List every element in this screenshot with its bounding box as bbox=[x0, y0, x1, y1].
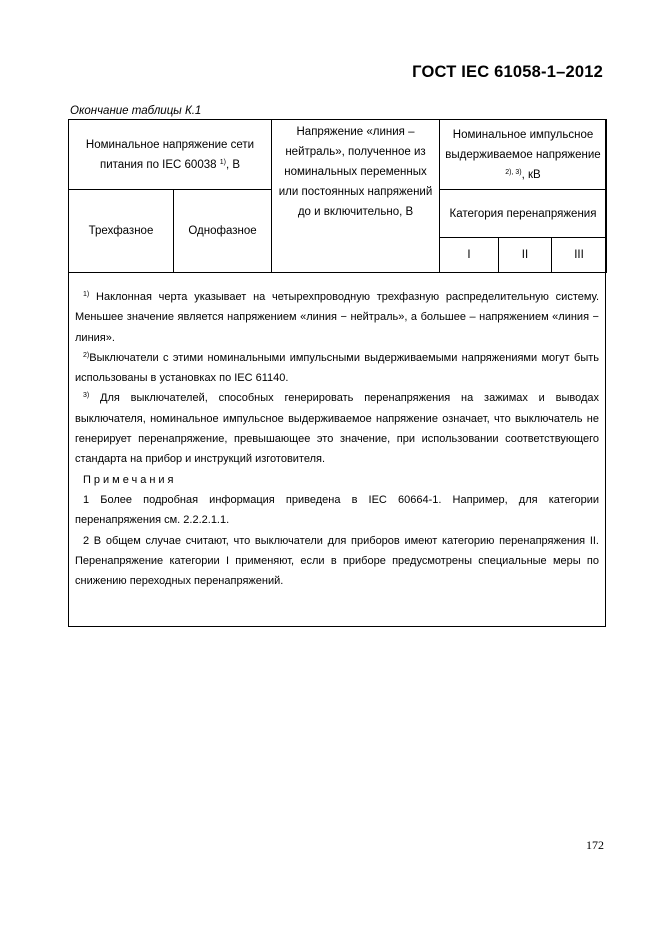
table-caption: Окончание таблицы К.1 bbox=[70, 105, 202, 117]
category-cell: II bbox=[499, 238, 552, 273]
table-footnotes bbox=[75, 287, 599, 591]
category-cell: I bbox=[440, 238, 499, 273]
footnote-1-mark: 1) bbox=[83, 291, 90, 298]
header-nominal-supply-voltage-unit: , В bbox=[225, 158, 241, 171]
footnote-ref-2-3: 2), 3) bbox=[505, 168, 522, 176]
footnote-1 bbox=[75, 287, 599, 348]
footnote-2-mark: 2) bbox=[83, 351, 90, 359]
header-overvoltage-category: Категория перенапряжения bbox=[440, 190, 607, 238]
footnote-3-mark: 3) bbox=[83, 392, 90, 400]
footnote-2-text: Выключатели с этими номинальными импульсными выдерживаемыми напряжениями могут быть использованы в установках по IEC 61140. bbox=[75, 351, 599, 385]
note-2: 2 В общем случае считают, что выключатели для приборов имеют категорию перенапряжения II. Перенапряжение категории I применяют, если в приборе предусмотрены специальные меры по снижению переходных перенапряжений. bbox=[75, 534, 599, 588]
footnote-3 bbox=[75, 388, 599, 469]
header-rated-impulse-voltage bbox=[440, 120, 607, 190]
notes-title: Примечания bbox=[83, 473, 177, 486]
category-cell: III bbox=[552, 238, 607, 273]
footnote-1-text: Наклонная черта указывает на четырехпроводную трехфазную распределительную систему. Меньшее значение является напряжением «линия − нейтраль», а большее – напряжением «линия − линия». bbox=[75, 291, 599, 344]
header-three-phase: Трехфазное bbox=[69, 190, 174, 273]
header-single-phase: Однофазное bbox=[174, 190, 272, 273]
header-rated-impulse-voltage-unit: , кВ bbox=[521, 168, 541, 181]
header-rated-impulse-voltage-text: Номинальное импульсное выдерживаемое напряжение bbox=[445, 128, 601, 161]
footnote-2 bbox=[75, 348, 599, 389]
header-nominal-supply-voltage bbox=[69, 120, 272, 190]
document-standard-header: ГОСТ IEC 61058-1–2012 bbox=[412, 63, 603, 81]
page-number: 172 bbox=[586, 838, 604, 852]
header-nominal-supply-voltage-text: Номинальное напряжение сети питания по IEC 60038 bbox=[85, 138, 255, 171]
voltage-table-header bbox=[68, 119, 607, 273]
footnote-3-text: Для выключателей, способных генерировать перенапряжения на зажимах и выводах выключателя, номинальное импульсное выдерживаемое напряжение означает, что выключатель не генерирует перенапряжение, превышающее это значение, при использовании соответствующего стандарта на прибор и инструкций изготовителя. bbox=[75, 392, 599, 466]
footnote-ref-1: 1) bbox=[219, 158, 226, 166]
note-1: 1 Более подробная информация приведена в IEC 60664-1. Например, для категории перенапряжения см. 2.2.2.1.1. bbox=[75, 493, 599, 527]
header-line-neutral-voltage: Напряжение «линия – нейтраль», полученное из номинальных переменных или постоянных напряжений до и включительно, В bbox=[272, 120, 440, 273]
